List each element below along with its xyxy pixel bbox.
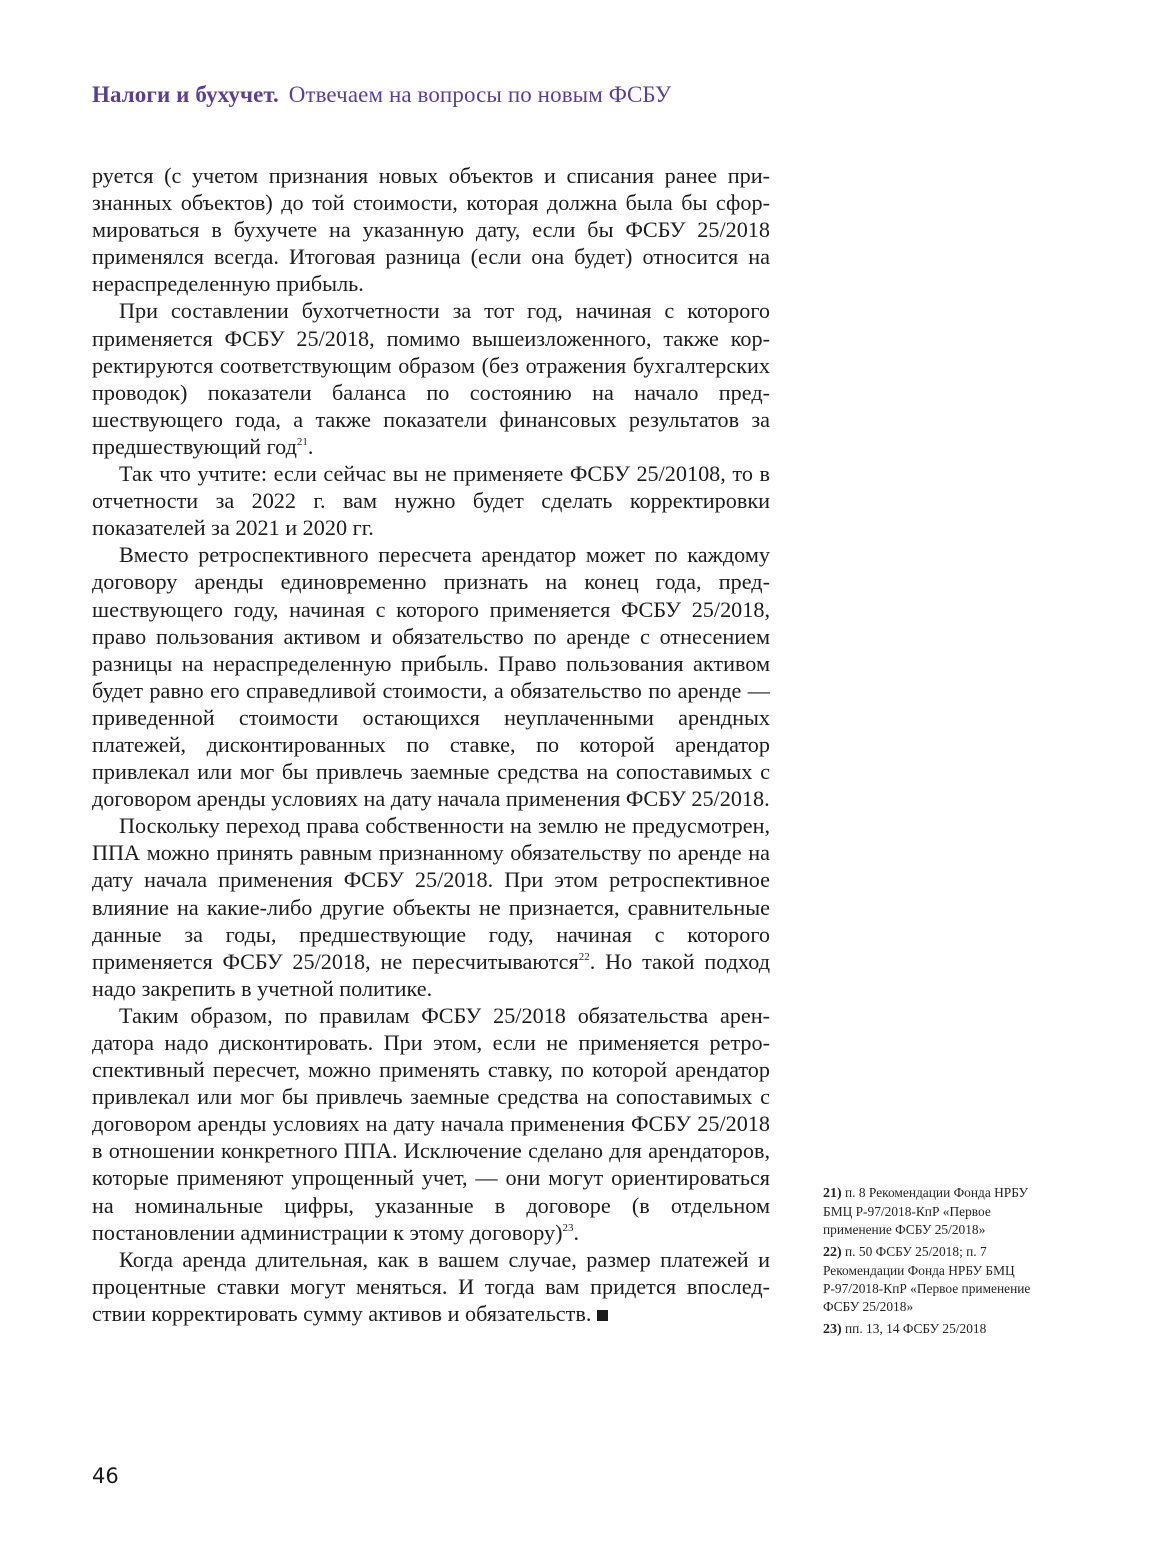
- section-subtitle: Отвечаем на вопросы по новым ФСБУ: [288, 82, 672, 107]
- end-of-article-square-icon: [597, 1310, 608, 1321]
- paragraph: Таким образом, по правилам ФСБУ 25/2018 обязательства арендатора надо дисконтировать. При этом, если не применяется ретроспективный пересчет, можно применять ставку, по которой арендатор привлекал или мог бы привлечь заемные средства на сопоставимых с договором аренды условиях на дату начала применения ФСБУ 25/2018 в отношении конкретного ППА. Исключение сделано для арендаторов, которые применяют упрощенный учет, — они могут ориентироваться на номинальные цифры, указанные в договоре (в отдельном постановлении администрации к этому договору)$^{23}$.: [92, 1002, 770, 1245]
- page-number: 46: [92, 1464, 119, 1488]
- footnote-ref[interactable]: 21: [296, 435, 308, 448]
- footnote-22: 22) п. 50 ФСБУ 25/2018; п. 7 Рекомендации Фонда НРБУ БМЦ Р-97/2018-КпР «Первое применение ФСБУ 25/2018»: [823, 1244, 1031, 1314]
- paragraph: Так что учтите: если сейчас вы не применяете ФСБУ 25/20108, то в отчетности за 2022 г. вам нужно будет сделать корректировки показателей за 2021 и 2020 гг.: [92, 461, 770, 541]
- footnote-ref[interactable]: 22: [578, 950, 590, 963]
- paragraph: руется (с учетом признания новых объектов и списания ранее признанных объектов) до той стоимости, которая должна была бы сформироваться в бухучете на указанную дату, если бы ФСБУ 25/2018 применялся всегда. Итоговая разница (если она будет) относится на нераспределенную прибыль.: [92, 163, 770, 297]
- paragraph: Когда аренда длительная, как в вашем случае, размер платежей и процентные ставки могут меняться. И тогда вам придется впоследствии корректировать сумму активов и обязательств.: [92, 1246, 770, 1326]
- paragraph: Вместо ретроспективного пересчета арендатор может по каждому договору аренды единовременно признать на конец года, предшествующего году, начиная с которого применяется ФСБУ 25/2018, право пользования активом и обязательство по аренде с отнесением разницы на нераспределенную прибыль. Право пользования активом будет равно его справедливой стоимости, а обязательство по аренде — приведенной стоимости остающихся неуплаченными арендных платежей, дисконтированных по ставке, по которой арендатор привлекал или мог бы привлечь заемные средства на сопоставимых с договором аренды условиях на дату начала применения ФСБУ 25/2018.: [92, 542, 770, 812]
- paragraph: При составлении бухотчетности за тот год, начиная с которого применяется ФСБУ 25/2018, помимо вышеизложенного, также корректируются соответствующим образом (без отражения бухгалтерских проводок) показатели баланса по состоянию на начало предшествующего года, а также показатели финансовых результатов за предшествующий год$^{21}$.: [92, 298, 770, 459]
- article-body: [92, 162, 770, 1327]
- footnotes: [823, 1184, 1033, 1343]
- footnote-23: 23) пп. 13, 14 ФСБУ 25/2018: [823, 1321, 987, 1337]
- section-title: Налоги и бухучет.: [92, 82, 279, 107]
- paragraph: Поскольку переход права собственности на землю не предусмотрен, ППА можно принять равным признанному обязательству по аренде на дату начала применения ФСБУ 25/2018. При этом ретроспективное влияние на какие-либо другие объекты не признается, сравнительные данные за годы, предшествующие году, начиная с которого применяется ФСБУ 25/2018, не пересчитываются$^{22}$. Но такой подход надо закрепить в учетной политике.: [92, 813, 770, 1001]
- running-header: [92, 82, 671, 108]
- footnote-ref[interactable]: 23: [562, 1221, 574, 1234]
- footnote-21: 21) п. 8 Рекомендации Фонда НРБУ БМЦ Р-97/2018-КпР «Первое применение ФСБУ 25/2018»: [823, 1185, 1028, 1237]
